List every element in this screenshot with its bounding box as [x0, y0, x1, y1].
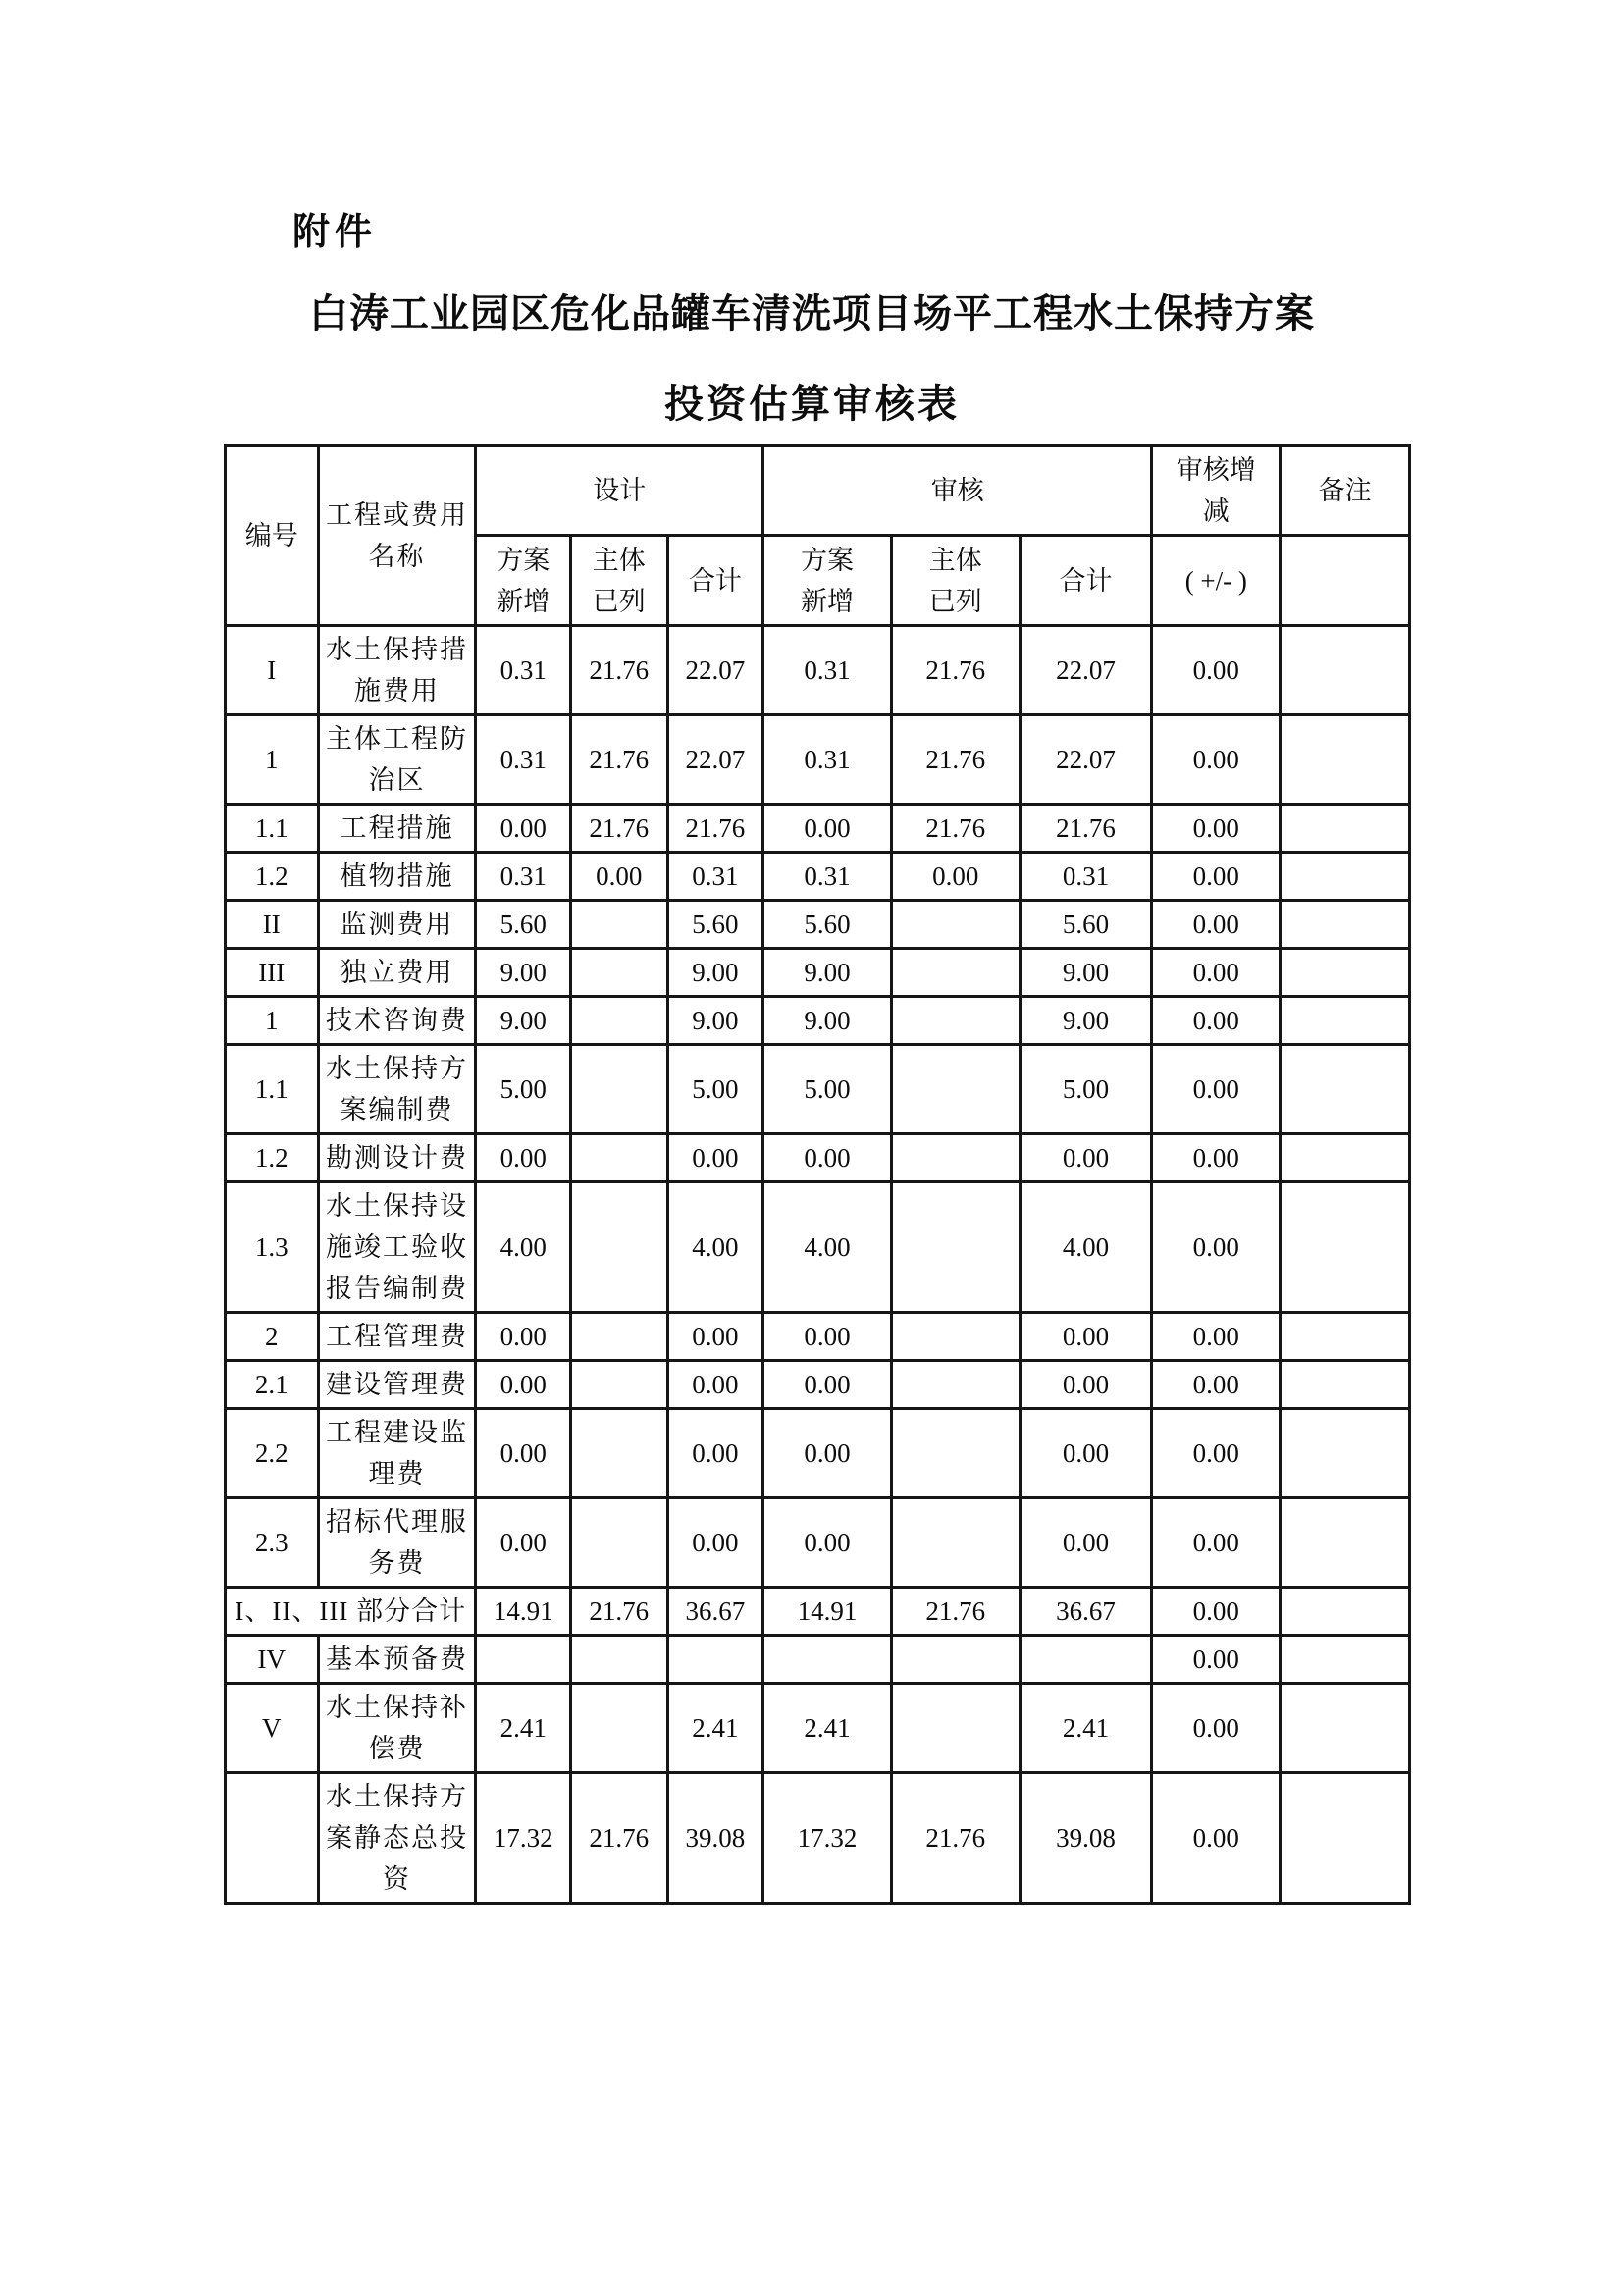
value-cell: 0.00	[476, 1313, 571, 1361]
row-name-cell: 工程管理费	[318, 1313, 476, 1361]
value-cell	[571, 1361, 668, 1409]
value-cell	[571, 1182, 668, 1313]
row-id-cell: I	[226, 626, 319, 715]
value-cell	[891, 1684, 1020, 1773]
table-row	[226, 853, 1410, 901]
table-row	[226, 1361, 1410, 1409]
subcol-line: 方案	[801, 545, 855, 575]
row-name-cell: 水土保持措施费用	[318, 626, 476, 715]
value-cell: 39.08	[1020, 1773, 1152, 1904]
header-review-change-unit: ( +/- )	[1152, 536, 1281, 626]
remark-cell	[1281, 626, 1410, 715]
value-cell: 21.76	[571, 805, 668, 853]
row-name-cell: 水土保持方案静态总投资	[318, 1773, 476, 1904]
value-cell: 9.00	[476, 949, 571, 997]
value-cell: 0.31	[667, 853, 763, 901]
row-id-cell: 1.1	[226, 805, 319, 853]
value-cell	[571, 1134, 668, 1182]
value-cell: 9.00	[667, 997, 763, 1045]
value-cell: 21.76	[667, 805, 763, 853]
header-design-main-listed	[571, 536, 668, 626]
value-cell: 4.00	[476, 1182, 571, 1313]
value-cell: 36.67	[1020, 1588, 1152, 1636]
value-cell: 21.76	[571, 1588, 668, 1636]
value-cell: 5.00	[667, 1045, 763, 1134]
value-cell: 0.00	[1020, 1498, 1152, 1588]
value-cell: 0.00	[1152, 1588, 1281, 1636]
value-cell: 4.00	[667, 1182, 763, 1313]
row-name-cell: 植物措施	[318, 853, 476, 901]
value-cell	[1020, 1636, 1152, 1684]
value-cell: 0.00	[476, 1361, 571, 1409]
page-title: 白涛工业园区危化品罐车清洗项目场平工程水土保持方案	[309, 291, 1315, 336]
value-cell	[763, 1636, 892, 1684]
value-cell: 0.00	[476, 1134, 571, 1182]
remark-cell	[1281, 1045, 1410, 1134]
subcol-line: 已列	[928, 586, 982, 616]
value-cell: 0.00	[1152, 1313, 1281, 1361]
value-cell: 22.07	[667, 626, 763, 715]
table-row	[226, 1636, 1410, 1684]
value-cell	[891, 1361, 1020, 1409]
header-review-change-line2: 减	[1202, 496, 1230, 526]
header-remark-sub	[1281, 536, 1410, 626]
row-name-cell: 勘测设计费	[318, 1134, 476, 1182]
remark-cell	[1281, 715, 1410, 805]
value-cell: 0.00	[1152, 1134, 1281, 1182]
value-cell	[571, 949, 668, 997]
value-cell	[571, 1684, 668, 1773]
row-id-cell: IV	[226, 1636, 319, 1684]
value-cell: 0.00	[1020, 1361, 1152, 1409]
remark-cell	[1281, 997, 1410, 1045]
row-name-cell: 招标代理服务费	[318, 1498, 476, 1588]
value-cell: 9.00	[763, 949, 892, 997]
subcol-line: 主体	[928, 545, 982, 575]
subcol-line: 已列	[592, 586, 646, 616]
table-row	[226, 805, 1410, 853]
value-cell: 21.76	[1020, 805, 1152, 853]
header-design-plan-new	[476, 536, 571, 626]
value-cell: 0.00	[763, 1409, 892, 1498]
attachment-label: 附件	[292, 212, 378, 253]
table-row	[226, 1182, 1410, 1313]
value-cell: 0.00	[763, 805, 892, 853]
value-cell	[891, 997, 1020, 1045]
row-id-cell: 1.1	[226, 1045, 319, 1134]
value-cell	[571, 1409, 668, 1498]
value-cell: 0.00	[1152, 626, 1281, 715]
row-name-cell: 监测费用	[318, 901, 476, 949]
remark-cell	[1281, 853, 1410, 901]
value-cell: 17.32	[763, 1773, 892, 1904]
value-cell: 2.41	[763, 1684, 892, 1773]
value-cell: 22.07	[1020, 715, 1152, 805]
subcol-line: 主体	[592, 545, 646, 575]
row-name-cell: 水土保持方案编制费	[318, 1045, 476, 1134]
value-cell	[571, 1045, 668, 1134]
remark-cell	[1281, 1636, 1410, 1684]
value-cell	[891, 1636, 1020, 1684]
value-cell: 0.00	[476, 805, 571, 853]
header-review-change	[1152, 446, 1281, 536]
value-cell: 17.32	[476, 1773, 571, 1904]
value-cell	[891, 1045, 1020, 1134]
row-id-cell: 2.3	[226, 1498, 319, 1588]
value-cell: 0.00	[1152, 1498, 1281, 1588]
value-cell: 14.91	[763, 1588, 892, 1636]
value-cell	[571, 1498, 668, 1588]
value-cell: 0.00	[1020, 1134, 1152, 1182]
table-row	[226, 626, 1410, 715]
value-cell: 0.31	[1020, 853, 1152, 901]
value-cell	[571, 1313, 668, 1361]
remark-cell	[1281, 1498, 1410, 1588]
value-cell: 0.00	[1152, 901, 1281, 949]
value-cell	[571, 997, 668, 1045]
row-id-cell: 1	[226, 715, 319, 805]
remark-cell	[1281, 1409, 1410, 1498]
value-cell: 0.00	[1152, 1684, 1281, 1773]
value-cell: 21.76	[891, 626, 1020, 715]
table-row	[226, 1498, 1410, 1588]
value-cell: 21.76	[891, 715, 1020, 805]
value-cell: 0.00	[1152, 1773, 1281, 1904]
row-id-cell: 2.2	[226, 1409, 319, 1498]
value-cell: 9.00	[667, 949, 763, 997]
header-review-plan-new	[763, 536, 892, 626]
value-cell: 0.00	[1152, 1636, 1281, 1684]
row-name-cell: 主体工程防治区	[318, 715, 476, 805]
value-cell: 0.00	[1152, 1361, 1281, 1409]
table-row	[226, 997, 1410, 1045]
remark-cell	[1281, 949, 1410, 997]
value-cell: 2.41	[667, 1684, 763, 1773]
value-cell: 5.60	[763, 901, 892, 949]
value-cell	[891, 901, 1020, 949]
row-name-cell: 建设管理费	[318, 1361, 476, 1409]
value-cell: 0.00	[667, 1134, 763, 1182]
remark-cell	[1281, 1313, 1410, 1361]
value-cell: 0.00	[763, 1361, 892, 1409]
value-cell: 0.00	[571, 853, 668, 901]
value-cell: 0.31	[476, 626, 571, 715]
value-cell: 0.31	[476, 715, 571, 805]
table-row	[226, 1134, 1410, 1182]
value-cell: 5.60	[1020, 901, 1152, 949]
header-remark: 备注	[1281, 446, 1410, 536]
value-cell	[476, 1636, 571, 1684]
row-id-cell: 2	[226, 1313, 319, 1361]
value-cell: 21.76	[891, 1773, 1020, 1904]
value-cell: 9.00	[1020, 949, 1152, 997]
value-cell: 0.00	[1152, 997, 1281, 1045]
remark-cell	[1281, 1684, 1410, 1773]
value-cell: 39.08	[667, 1773, 763, 1904]
value-cell	[571, 1636, 668, 1684]
table-row	[226, 901, 1410, 949]
value-cell	[571, 901, 668, 949]
value-cell: 21.76	[571, 1773, 668, 1904]
table-row	[226, 1684, 1410, 1773]
value-cell: 0.00	[763, 1134, 892, 1182]
value-cell: 0.00	[667, 1498, 763, 1588]
row-id-cell: 1.2	[226, 853, 319, 901]
table-row	[226, 949, 1410, 997]
value-cell: 0.00	[1152, 853, 1281, 901]
audit-table	[224, 444, 1411, 1905]
value-cell: 0.31	[476, 853, 571, 901]
value-cell: 2.41	[476, 1684, 571, 1773]
subcol-line: 新增	[497, 586, 550, 616]
subcol-line: 方案	[497, 545, 550, 575]
remark-cell	[1281, 1361, 1410, 1409]
header-id: 编号	[226, 446, 319, 626]
row-name-cell: 工程建设监理费	[318, 1409, 476, 1498]
header-review-main-listed	[891, 536, 1020, 626]
subtotal-label-cell: I、II、III 部分合计	[226, 1588, 476, 1636]
value-cell	[891, 949, 1020, 997]
value-cell: 5.00	[763, 1045, 892, 1134]
page-subtitle: 投资估算审核表	[664, 382, 960, 426]
remark-cell	[1281, 805, 1410, 853]
header-design-total: 合计	[667, 536, 763, 626]
header-row-groups	[226, 446, 1410, 536]
value-cell	[891, 1409, 1020, 1498]
table-row	[226, 1045, 1410, 1134]
row-id-cell: III	[226, 949, 319, 997]
value-cell: 14.91	[476, 1588, 571, 1636]
value-cell: 0.00	[1152, 1182, 1281, 1313]
row-name-cell: 基本预备费	[318, 1636, 476, 1684]
remark-cell	[1281, 901, 1410, 949]
value-cell: 0.00	[1152, 1409, 1281, 1498]
row-id-cell	[226, 1773, 319, 1904]
value-cell	[891, 1498, 1020, 1588]
table-row	[226, 1313, 1410, 1361]
value-cell: 0.00	[667, 1409, 763, 1498]
header-review-change-line1: 审核增	[1176, 455, 1256, 485]
header-name: 工程或费用名称	[318, 446, 476, 626]
value-cell: 22.07	[667, 715, 763, 805]
value-cell: 0.31	[763, 853, 892, 901]
row-id-cell: 2.1	[226, 1361, 319, 1409]
remark-cell	[1281, 1773, 1410, 1904]
row-id-cell: 1.2	[226, 1134, 319, 1182]
table-row-grand-total	[226, 1773, 1410, 1904]
table-row-subtotal	[226, 1588, 1410, 1636]
row-id-cell: II	[226, 901, 319, 949]
value-cell	[891, 1134, 1020, 1182]
header-review-total: 合计	[1020, 536, 1152, 626]
value-cell: 0.00	[476, 1409, 571, 1498]
value-cell	[891, 1182, 1020, 1313]
row-id-cell: 1.3	[226, 1182, 319, 1313]
table-row	[226, 1409, 1410, 1498]
table-row	[226, 715, 1410, 805]
value-cell: 0.00	[1152, 715, 1281, 805]
value-cell	[667, 1636, 763, 1684]
value-cell: 0.00	[763, 1498, 892, 1588]
remark-cell	[1281, 1134, 1410, 1182]
row-name-cell: 工程措施	[318, 805, 476, 853]
value-cell: 0.31	[763, 715, 892, 805]
value-cell: 2.41	[1020, 1684, 1152, 1773]
subcol-line: 新增	[801, 586, 855, 616]
value-cell: 21.76	[891, 1588, 1020, 1636]
value-cell: 5.00	[1020, 1045, 1152, 1134]
remark-cell	[1281, 1182, 1410, 1313]
value-cell: 9.00	[763, 997, 892, 1045]
row-name-cell: 独立费用	[318, 949, 476, 997]
row-id-cell: V	[226, 1684, 319, 1773]
value-cell: 0.00	[1152, 1045, 1281, 1134]
value-cell: 0.00	[891, 853, 1020, 901]
value-cell: 21.76	[571, 715, 668, 805]
value-cell: 9.00	[1020, 997, 1152, 1045]
value-cell: 0.00	[667, 1313, 763, 1361]
row-name-cell: 水土保持设施竣工验收报告编制费	[318, 1182, 476, 1313]
value-cell: 0.00	[1020, 1409, 1152, 1498]
value-cell: 36.67	[667, 1588, 763, 1636]
value-cell: 0.00	[763, 1313, 892, 1361]
header-group-design: 设计	[476, 446, 763, 536]
value-cell: 4.00	[763, 1182, 892, 1313]
value-cell: 21.76	[891, 805, 1020, 853]
value-cell: 0.00	[667, 1361, 763, 1409]
value-cell: 5.00	[476, 1045, 571, 1134]
value-cell: 22.07	[1020, 626, 1152, 715]
value-cell: 0.00	[1020, 1313, 1152, 1361]
value-cell: 0.31	[763, 626, 892, 715]
value-cell: 4.00	[1020, 1182, 1152, 1313]
value-cell: 21.76	[571, 626, 668, 715]
value-cell: 0.00	[476, 1498, 571, 1588]
value-cell: 9.00	[476, 997, 571, 1045]
row-id-cell: 1	[226, 997, 319, 1045]
remark-cell	[1281, 1588, 1410, 1636]
value-cell: 0.00	[1152, 949, 1281, 997]
value-cell	[891, 1313, 1020, 1361]
header-group-review: 审核	[763, 446, 1152, 536]
value-cell: 5.60	[667, 901, 763, 949]
row-name-cell: 水土保持补偿费	[318, 1684, 476, 1773]
row-name-cell: 技术咨询费	[318, 997, 476, 1045]
value-cell: 0.00	[1152, 805, 1281, 853]
value-cell: 5.60	[476, 901, 571, 949]
